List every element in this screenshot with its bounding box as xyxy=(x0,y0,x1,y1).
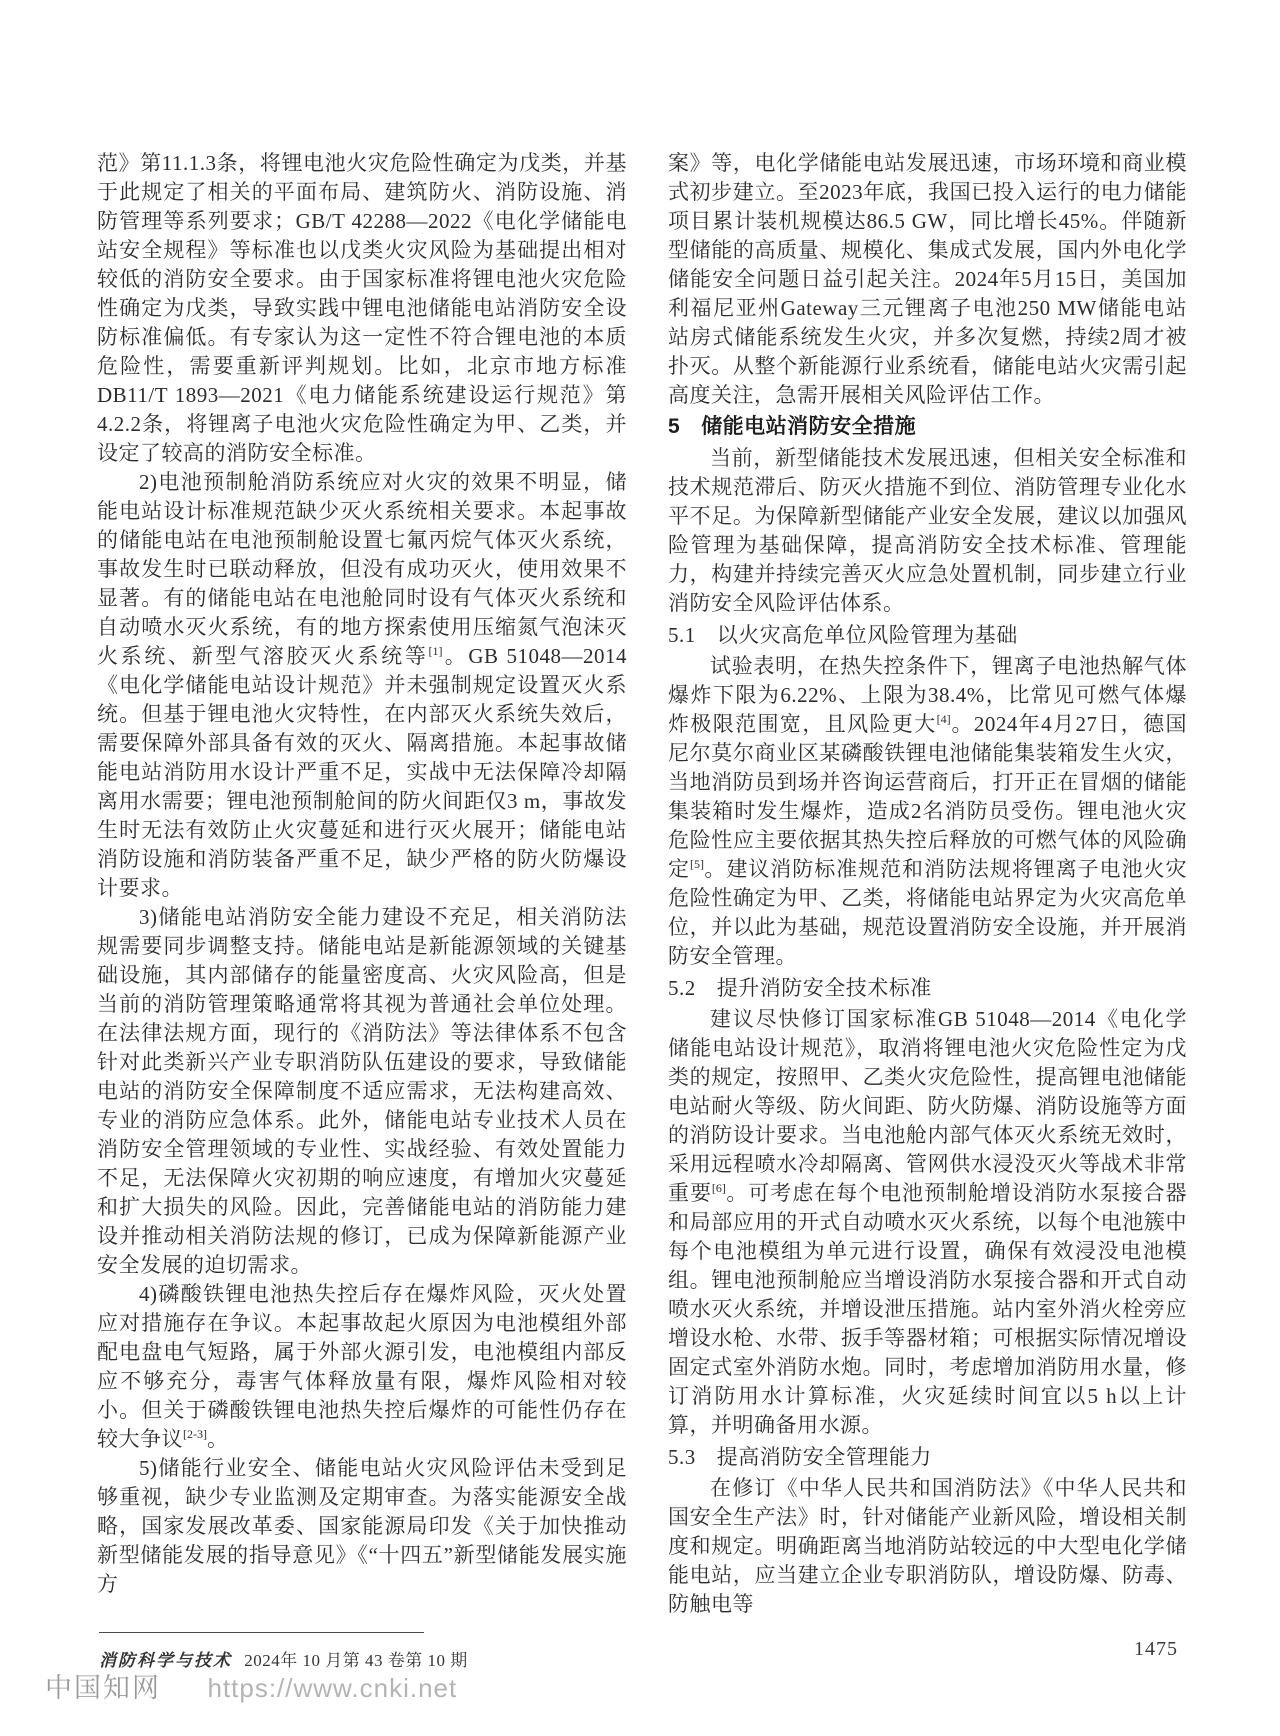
section-5-2-heading xyxy=(668,973,1187,1003)
section-5-2-title: 提升消防安全技术标准 xyxy=(716,976,932,1000)
paragraph-issue-2: 2)电池预制舱消防系统应对火灾的效果不明显，储能电站设计标准规范缺少灭火系统相关要求。本起事故的储能电站在电池预制舱设置七氟丙烷气体灭火系统，事故发生时已联动释放，但没有成功灭火，使用效果不显著。有的储能电站在电池舱同时设有气体灭火系统和自动喷水灭火系统，有的地方探索使用压缩氮气泡沫灭火系统、新型气溶胶灭火系统等[1]。GB 51048—2014《电化学储能电站设计规范》并未强制规定设置灭火系统。但基于锂电池火灾特性，在内部灭火系统失效后，需要保障外部具备有效的灭火、隔离措施。本起事故储能电站消防用水设计严重不足，实战中无法保障冷却隔离用水需要；锂电池预制舱间的防火间距仅3 m，事故发生时无法有效防止火灾蔓延和进行灭火展开；储能电站消防设施和消防装备严重不足，缺少严格的防火防爆设计要求。 xyxy=(97,470,627,900)
cnki-url: https://www.cnki.net xyxy=(207,1673,458,1703)
section-5-title: 储能电站消防安全措施 xyxy=(701,415,917,438)
cnki-site-name: 中国知网 xyxy=(45,1673,161,1703)
section-5-1-heading xyxy=(668,620,1187,650)
paragraph-issue-3: 3)储能电站消防安全能力建设不充足，相关消防法规需要同步调整支持。储能电站是新能源领域的关键基础设施，其内部储存的能量密度高、火灾风险高，但是当前的消防管理策略通常将其视为普通社会单位处理。在法律法规方面，现行的《消防法》等法律体系不包含针对此类新兴产业专职消防队伍建设的要求，导致储能电站的消防安全保障制度不适应需求，无法构建高效、专业的消防应急体系。此外，储能电站专业技术人员在消防安全管理领域的专业性、实战经验、有效处置能力不足，无法保障火灾初期的响应速度，有增加火灾蔓延和扩大损失的风险。因此，完善储能电站的消防能力建设并推动相关消防法规的修订，已成为保障新能源产业安全发展的迫切需求。 xyxy=(97,905,627,1277)
section-5-1-title: 以火灾高危单位风险管理为基础 xyxy=(716,623,1018,647)
paragraph-continued-right: 案》等，电化学储能电站发展迅速，市场环境和商业模式初步建立。至2023年底，我国已投入运行的电力储能项目累计装机规模达86.5 GW，同比增长45%。伴随新型储能的高质量、规模化、集成式发展，国内外电化学储能安全问题日益引起关注。2024年5月15日，美国加利福尼亚州Gateway三元锂离子电池250 MW储能电站站房式储能系统发生火灾，并多次复燃，持续2周才被扑灭。从整个新能源行业系统看，储能电站火灾需引起高度关注，急需开展相关风险评估工作。 xyxy=(668,151,1187,407)
section-5-3-number: 5.3 xyxy=(668,1445,696,1469)
paragraph-continued: 范》第11.1.3条，将锂电池火灾危险性确定为戊类，并基于此规定了相关的平面布局、建筑防火、消防设施、消防管理等系列要求；GB/T 42288—2022《电化学储能电站安全规程》等标准也以戊类火灾风险为基础提出相对较低的消防安全要求。由于国家标准将锂电池火灾危险性确定为戊类，导致实践中锂电池储能电站消防安全设防标准偏低。有专家认为这一定性不符合锂电池的本质危险性，需要重新评判规划。比如，北京市地方标准DB11/T 1893—2021《电力储能系统建设运行规范》第4.2.2条，将锂离子电池火灾危险性确定为甲、乙类，并设定了较高的消防安全标准。 xyxy=(97,151,627,465)
section-5-3-heading xyxy=(668,1442,1187,1472)
section-5-number: 5 xyxy=(668,415,681,438)
left-column xyxy=(97,149,627,1599)
page-number: 1475 xyxy=(1134,1638,1178,1660)
journal-name: 消防科学与技术 xyxy=(99,1651,232,1670)
right-column xyxy=(668,149,1187,1619)
footer-divider xyxy=(99,1632,424,1633)
section-5-1-paragraph: 试验表明，在热失控条件下，锂离子电池热解气体爆炸下限为6.22%、上限为38.4%，比常见可燃气体爆炸极限范围宽，且风险更大[4]。2024年4月27日，德国尼尔莫尔商业区某磷酸铁锂电池储能集装箱发生火灾，当地消防员到场并咨询运营商后，打开正在冒烟的储能集装箱时发生爆炸，造成2名消防员受伤。锂电池火灾危险性应主要依据其热失控后释放的可燃气体的风险确定[5]。建议消防标准规范和消防法规将锂离子电池火灾危险性确定为甲、乙类，将储能电站界定为火灾高危单位，并以此为基础，规范设置消防安全设施，并开展消防安全管理。 xyxy=(668,654,1188,968)
section-5-2-number: 5.2 xyxy=(668,976,696,1000)
section-5-2-paragraph: 建议尽快修订国家标准GB 51048—2014《电化学储能电站设计规范》，取消将锂电池火灾危险性定为戊类的规定，按照甲、乙类火灾危险性，提高锂电池储能电站耐火等级、防火间距、防火防爆、消防设施等方面的消防设计要求。当电池舱内部气体灭火系统无效时，采用远程喷水冷却隔离、管网供水浸没灭火等战术非常重要[6]。可考虑在每个电池预制舱增设消防水泵接合器和局部应用的开式自动喷水灭火系统，以每个电池簇中每个电池模组为单元进行设置，确保有效浸没电池模组。锂电池预制舱应当增设消防水泵接合器和开式自动喷水灭火系统，并增设泄压措施。站内室外消火栓旁应增设水枪、水带、扳手等器材箱；可根据实际情况增设固定式室外消防水炮。同时，考虑增加消防用水量，修订消防用水计算标准，火灾延续时间宜以5 h以上计算，并明确备用水源。 xyxy=(668,1007,1188,1437)
section-5-lead-paragraph: 当前，新型储能技术发展迅速，但相关安全标准和技术规范滞后、防灭火措施不到位、消防管理专业化水平不足。为保障新型储能产业安全发展，建议以加强风险管理为基础保障，提高消防安全技术标准、管理能力，构建并持续完善灭火应急处置机制，同步建立行业消防安全风险评估体系。 xyxy=(668,446,1187,615)
section-5-3-paragraph: 在修订《中华人民共和国消防法》《中华人民共和国安全生产法》时，针对储能产业新风险，增设相关制度和规定。明确距离当地消防站较远的中大型电化学储能电站，应当建立企业专职消防队，增设防爆、防毒、防触电等 xyxy=(668,1476,1187,1616)
paragraph-issue-4: 4)磷酸铁锂电池热失控后存在爆炸风险，灭火处置应对措施存在争议。本起事故起火原因为电池模组外部配电盘电气短路，属于外部火源引发，电池模组内部反应不够充分，毒害气体释放量有限，爆炸风险相对较小。但关于磷酸铁锂电池热失控后爆炸的可能性仍存在较大争议[2-3]。 xyxy=(97,1282,627,1451)
section-5-heading xyxy=(668,412,1187,442)
section-5-3-title: 提高消防安全管理能力 xyxy=(716,1445,932,1469)
section-5-1-number: 5.1 xyxy=(668,623,696,647)
paragraph-issue-5: 5)储能行业安全、储能电站火灾风险评估未受到足够重视，缺少专业监测及定期审查。为落实能源安全战略，国家发展改革委、国家能源局印发《关于加快推动新型储能发展的指导意见》《“十四五”新型储能发展实施方 xyxy=(97,1456,627,1596)
cnki-watermark xyxy=(45,1666,457,1705)
journal-issue-info: 2024年 10 月第 43 卷第 10 期 xyxy=(244,1651,468,1670)
